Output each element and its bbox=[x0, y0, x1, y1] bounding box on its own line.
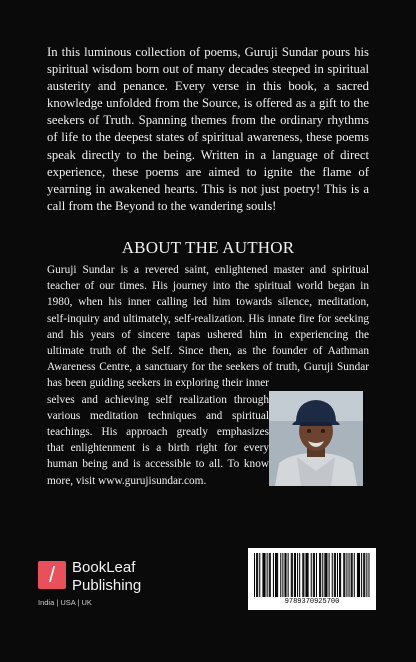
bio-line: Guruji Sundar is a revered saint, enlightened master and spiritual bbox=[47, 264, 369, 276]
bio-line: teachings. His approach greatly emphasizes bbox=[47, 426, 269, 439]
bio-line: more, visit www.gurujisundar.com. bbox=[47, 474, 207, 487]
about-author-heading: ABOUT THE AUTHOR bbox=[121, 238, 295, 257]
bio-line: human being and is accessible to all. To know bbox=[47, 458, 269, 471]
isbn-number: 9789370925700 bbox=[284, 598, 340, 606]
publisher-name-line2: Publishing bbox=[72, 577, 142, 594]
back-cover-blurb: In this luminous collection of poems, Guruji Sundar pours his spiritual wisdom born out of many decades steeped in spiritual austerity and penance. Every verse in this book, a sacred knowledge unfolded from the Source, is offered as a gift to the seekers of Truth. Spanning themes from the ordinary rhythms of life to the deepest states of spiritual awareness, these poems speak directly to the being. Written in a language of direct experience, these poems are aimed to ignite the flame of yearning in awakened hearts. This is not just poetry! This is a call from the Beyond to the wandering souls! bbox=[47, 45, 369, 213]
publisher-regions: India | USA | UK bbox=[38, 598, 92, 607]
bio-line: Awareness Centre, a sanctuary for the seekers of truth, Guruji Sundar bbox=[47, 361, 369, 374]
bookleaf-logo bbox=[38, 561, 66, 589]
bio-line: teacher of our times. His journey into the spiritual world began in bbox=[47, 280, 369, 293]
bio-line: various meditation techniques and spiritual bbox=[47, 409, 269, 422]
bio-line: self-inquiry and ultimately, self-realization. His innate fire for seeking bbox=[47, 312, 369, 325]
bio-line: ultimate truth of the Self. Since then, as the founder of Aathman bbox=[47, 345, 369, 358]
bio-line: 1980, when his inner calling led him towards silence, meditation, bbox=[47, 296, 369, 309]
publisher-name-line1: BookLeaf bbox=[72, 559, 136, 576]
author-photo bbox=[269, 391, 363, 486]
bio-line: has been guiding seekers in exploring their inner bbox=[47, 377, 269, 390]
barcode-bars-icon bbox=[248, 548, 376, 598]
bio-line: that enlightenment is a birth right for every bbox=[47, 442, 269, 455]
bio-line: and his years of sincere tapas ushered him in experiencing the bbox=[47, 328, 369, 341]
logo-slash-glyph: / bbox=[48, 562, 56, 587]
isbn-barcode bbox=[248, 548, 376, 610]
bio-line: selves and achieving self realization through bbox=[47, 393, 269, 406]
